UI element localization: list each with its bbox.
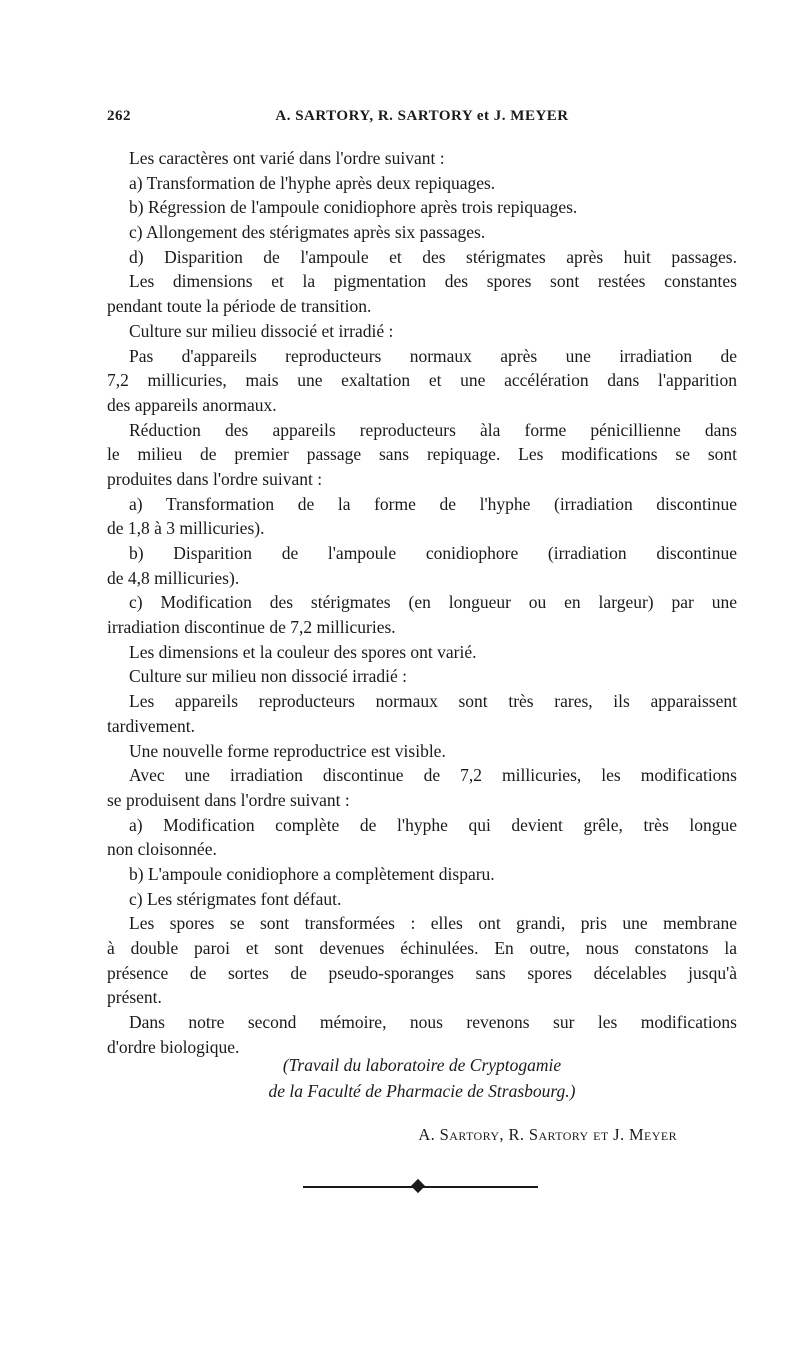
- text-line: d) Disparition de l'ampoule et des stérigmates après huit passages.: [129, 246, 737, 267]
- text-line: des appareils anormaux.: [107, 394, 277, 415]
- text-line: Dans notre second mémoire, nous revenons sur les modifications: [129, 1012, 737, 1033]
- text-line: b) L'ampoule conidiophore a complètement disparu.: [129, 863, 495, 884]
- text-line: Une nouvelle forme reproductrice est visible.: [129, 740, 446, 761]
- credit-line: de la Faculté de Pharmacie de Strasbourg.): [268, 1081, 576, 1101]
- page-number: 262: [107, 108, 131, 124]
- text-line: Les spores se sont transformées : elles ont grandi, pris une membrane: [129, 913, 737, 934]
- text-line: b) Disparition de l'ampoule conidiophore (irradiation discontinue: [129, 543, 737, 563]
- text-line: d'ordre biologique.: [107, 1036, 240, 1057]
- text-line: de 1,8 à 3 millicuries).: [107, 518, 265, 539]
- text-line: b) Régression de l'ampoule conidiophore après trois repiquages.: [129, 197, 578, 218]
- text-line: le milieu de premier passage sans repiquage. Les modifications se sont: [107, 444, 737, 465]
- text-line: Les dimensions et la couleur des spores ont varié.: [129, 641, 477, 662]
- text-line: Les caractères ont varié dans l'ordre suivant :: [129, 148, 445, 168]
- text-line: Pas d'appareils reproducteurs normaux après une irradiation de: [129, 345, 737, 366]
- credit-line: (Travail du laboratoire de Cryptogamie: [282, 1055, 562, 1075]
- text-line: 7,2 millicuries, mais une exaltation et une accélération dans l'apparition: [107, 370, 737, 391]
- text-line: non cloisonnée.: [107, 839, 217, 860]
- text-line: de 4,8 millicuries).: [107, 567, 240, 588]
- author-signature: A. Sartory, R. Sartory et J. Meyer: [418, 1125, 677, 1144]
- page-header: [107, 108, 737, 132]
- text-line: Culture sur milieu dissocié et irradié :: [129, 320, 394, 341]
- text-line: pendant toute la période de transition.: [107, 296, 372, 317]
- running-title: A. SARTORY, R. SARTORY et J. MEYER: [275, 108, 569, 124]
- text-line: c) Modification des stérigmates (en longueur ou en largeur) par une: [129, 592, 737, 613]
- text-line: Les appareils reproducteurs normaux sont très rares, ils apparaissent: [129, 691, 737, 712]
- text-line: produites dans l'ordre suivant :: [107, 468, 323, 489]
- text-line: Réduction des appareils reproducteurs àla forme pénicillienne dans: [129, 419, 737, 440]
- text-line: Avec une irradiation discontinue de 7,2 millicuries, les modifications: [129, 765, 737, 786]
- text-line: a) Transformation de l'hyphe après deux repiquages.: [129, 172, 496, 193]
- credit-note: [107, 1052, 737, 1104]
- text-line: à double paroi et sont devenues échinulées. En outre, nous constatons la: [107, 938, 737, 958]
- text-line: Les dimensions et la pigmentation des spores sont restées constantes: [129, 271, 737, 292]
- text-line: Culture sur milieu non dissocié irradié :: [129, 666, 408, 687]
- body-text: [107, 146, 737, 1059]
- text-line: présence de sortes de pseudo-sporanges sans spores décelables jusqu'à: [107, 962, 737, 983]
- diamond-ornament-icon: [411, 1179, 425, 1193]
- text-line: irradiation discontinue de 7,2 millicuries.: [107, 617, 396, 638]
- text-line: tardivement.: [107, 715, 195, 736]
- text-line: a) Modification complète de l'hyphe qui devient grêle, très longue: [129, 814, 737, 835]
- text-line: c) Les stérigmates font défaut.: [129, 888, 342, 909]
- text-line: c) Allongement des stérigmates après six passages.: [129, 222, 486, 243]
- text-line: présent.: [107, 987, 162, 1008]
- text-line: se produisent dans l'ordre suivant :: [107, 789, 350, 810]
- text-line: a) Transformation de la forme de l'hyphe (irradiation discontinue: [129, 493, 737, 514]
